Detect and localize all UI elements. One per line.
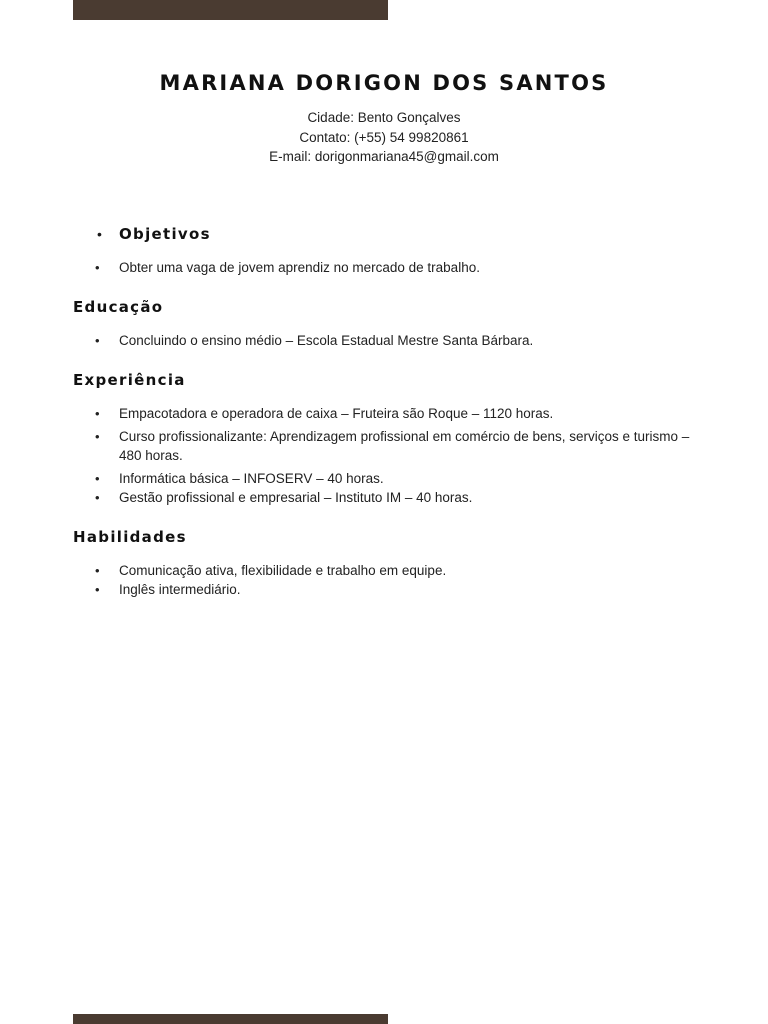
bullet-icon: •	[95, 582, 100, 597]
section-title-habilidades: Habilidades	[73, 528, 187, 546]
resume-body	[73, 220, 693, 599]
section-experiencia	[73, 366, 693, 507]
bullet-icon: •	[97, 226, 102, 242]
phone-line: Contato: (+55) 54 99820861	[299, 129, 469, 145]
habilidades-list	[73, 561, 693, 599]
section-educacao	[73, 293, 693, 350]
list-item	[73, 404, 693, 423]
list-item	[73, 258, 693, 277]
bullet-icon: •	[95, 260, 100, 275]
educacao-list	[73, 331, 693, 350]
email-line: E-mail: dorigonmariana45@gmail.com	[269, 149, 499, 164]
bullet-icon: •	[95, 333, 100, 348]
list-item	[73, 427, 693, 465]
list-item-text: Inglês intermediário.	[119, 582, 241, 597]
list-item	[73, 469, 693, 488]
list-item	[73, 561, 693, 580]
bullet-icon: •	[95, 490, 100, 505]
section-title-educacao: Educação	[73, 298, 164, 316]
candidate-name: MARIANA DORIGON DOS SANTOS	[159, 71, 609, 95]
section-objetivos	[73, 220, 693, 277]
bullet-icon: •	[95, 563, 100, 578]
contact-info	[0, 108, 768, 167]
list-item-text: Empacotadora e operadora de caixa – Fruteira são Roque – 1120 horas.	[119, 406, 554, 421]
list-item-text: Informática básica – INFOSERV – 40 horas.	[119, 471, 384, 486]
list-item-text: Obter uma vaga de jovem aprendiz no mercado de trabalho.	[119, 260, 480, 275]
list-item	[73, 488, 693, 507]
section-title-objetivos: Objetivos	[119, 225, 211, 243]
section-habilidades	[73, 523, 693, 599]
list-item	[73, 580, 693, 599]
section-title-experiencia: Experiência	[73, 371, 186, 389]
list-item-text: Comunicação ativa, flexibilidade e trabalho em equipe.	[119, 563, 447, 578]
bullet-icon: •	[95, 406, 100, 421]
list-item-text: Curso profissionalizante: Aprendizagem profissional em comércio de bens, serviços e turismo – 480 horas.	[119, 429, 690, 463]
city-line: Cidade: Bento Gonçalves	[307, 110, 461, 125]
list-item	[73, 331, 693, 350]
bullet-icon: •	[95, 471, 100, 486]
objetivos-heading-row	[73, 220, 693, 248]
list-item-text: Concluindo o ensino médio – Escola Estadual Mestre Santa Bárbara.	[119, 333, 534, 348]
experiencia-list	[73, 404, 693, 507]
objetivos-list	[73, 258, 693, 277]
bottom-accent-bar	[73, 1014, 388, 1024]
top-accent-bar	[73, 0, 388, 20]
resume-header	[0, 68, 768, 167]
bullet-icon: •	[95, 429, 100, 444]
list-item-text: Gestão profissional e empresarial – Instituto IM – 40 horas.	[119, 490, 473, 505]
